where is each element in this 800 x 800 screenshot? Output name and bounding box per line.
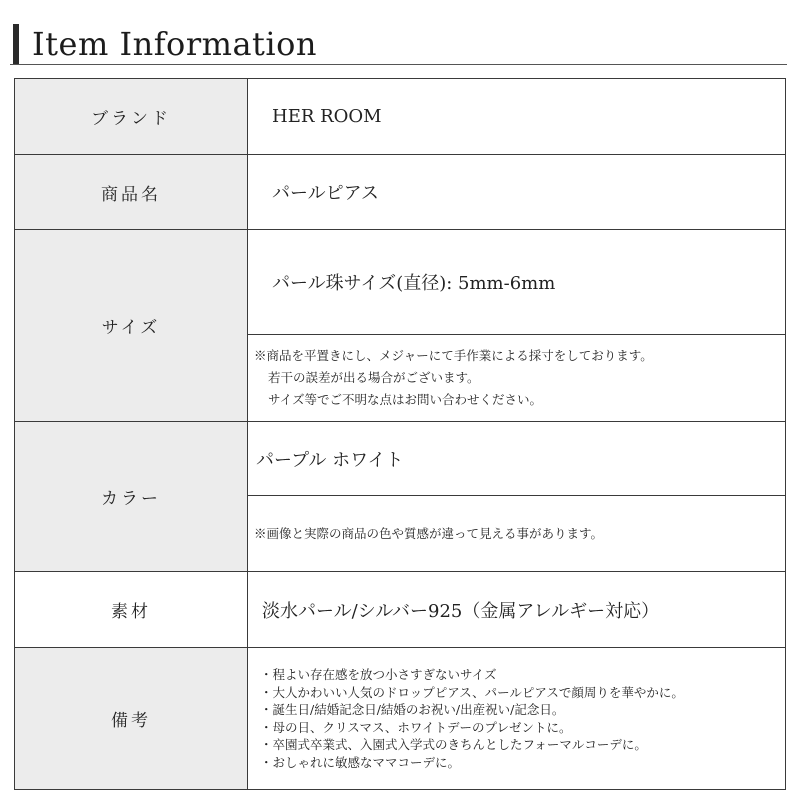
remarks-list (248, 666, 785, 771)
row-value-remarks (248, 648, 786, 790)
size-note (248, 345, 785, 411)
color-note: ※画像と実際の商品の色や質感が違って見える事があります。 (254, 525, 604, 541)
row-value-product (248, 155, 786, 230)
list-item: ・母の日、クリスマス、ホワイトデーのプレゼントに。 (260, 719, 572, 735)
row-label-brand: ブランド (15, 79, 248, 155)
color-value: パープル ホワイト (256, 450, 404, 471)
list-item: ・卒園式卒業式、入園式入学式のきちんとしたフォーマルコーデに。 (260, 737, 647, 752)
size-note-line: 若干の誤差が出る場合がございます。 (268, 370, 480, 385)
row-value-size-note (248, 335, 786, 422)
size-value: パール珠サイズ(直径): 5mm-6mm (272, 273, 556, 294)
header-accent-bar (13, 24, 19, 64)
row-label-remarks: 備考 (15, 648, 248, 790)
item-info-table (14, 78, 786, 790)
row-label-color: カラー (15, 422, 248, 572)
row-value-size (248, 230, 786, 335)
row-label-product: 商品名 (15, 155, 248, 230)
table-row-product (15, 155, 786, 230)
row-label-material: 素材 (15, 572, 248, 648)
header-divider (10, 64, 787, 65)
table-row-remarks (15, 648, 786, 790)
row-value-color (248, 422, 786, 496)
section-header (10, 22, 790, 68)
brand-value: HER ROOM (272, 106, 382, 127)
table-row-brand (15, 79, 786, 155)
material-value: 淡水パール/シルバー925（金属アレルギー対応） (262, 600, 660, 622)
page-title: Item Information (32, 25, 317, 63)
row-label-size: サイズ (15, 230, 248, 422)
row-value-material (248, 572, 786, 648)
list-item: ・程よい存在感を放つ小さすぎないサイズ (260, 667, 497, 682)
list-item: ・おしゃれに敏感なママコーデに。 (260, 754, 461, 770)
row-value-brand (248, 79, 786, 155)
table-row-material (15, 572, 786, 648)
product-value: パールピアス (272, 183, 379, 204)
row-value-color-note (248, 496, 786, 572)
table-row-color (15, 422, 786, 496)
size-note-line: サイズ等でご不明な点はお問い合わせください。 (268, 392, 543, 407)
table-row-size (15, 230, 786, 335)
size-note-line: ※商品を平置きにし、メジャーにて手作業による採寸をしております。 (254, 348, 653, 363)
list-item: ・誕生日/結婚記念日/結婚のお祝い/出産祝い/記念日。 (260, 702, 565, 717)
list-item: ・大人かわいい人気のドロップピアス、パールピアスで顔周りを華やかに。 (260, 684, 684, 700)
